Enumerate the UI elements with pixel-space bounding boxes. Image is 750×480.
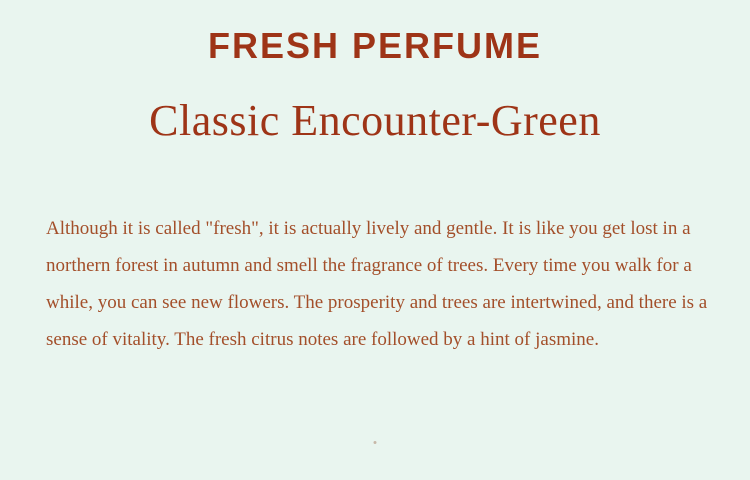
footer-dot-marker (374, 441, 377, 444)
page-eyebrow: FRESH PERFUME (207, 25, 543, 66)
page-title: Classic Encounter-Green (149, 96, 601, 146)
description-paragraph: Although it is called "fresh", it is actually lively and gentle. It is like you get lost in a northern forest in autumn and smell the fragrance of trees. Every time you walk for a while, you can see new flowers. The prosperity and trees are intertwined, and there is a sense of vitality. The fresh citrus notes are followed by a hint of jasmine. (46, 217, 708, 351)
